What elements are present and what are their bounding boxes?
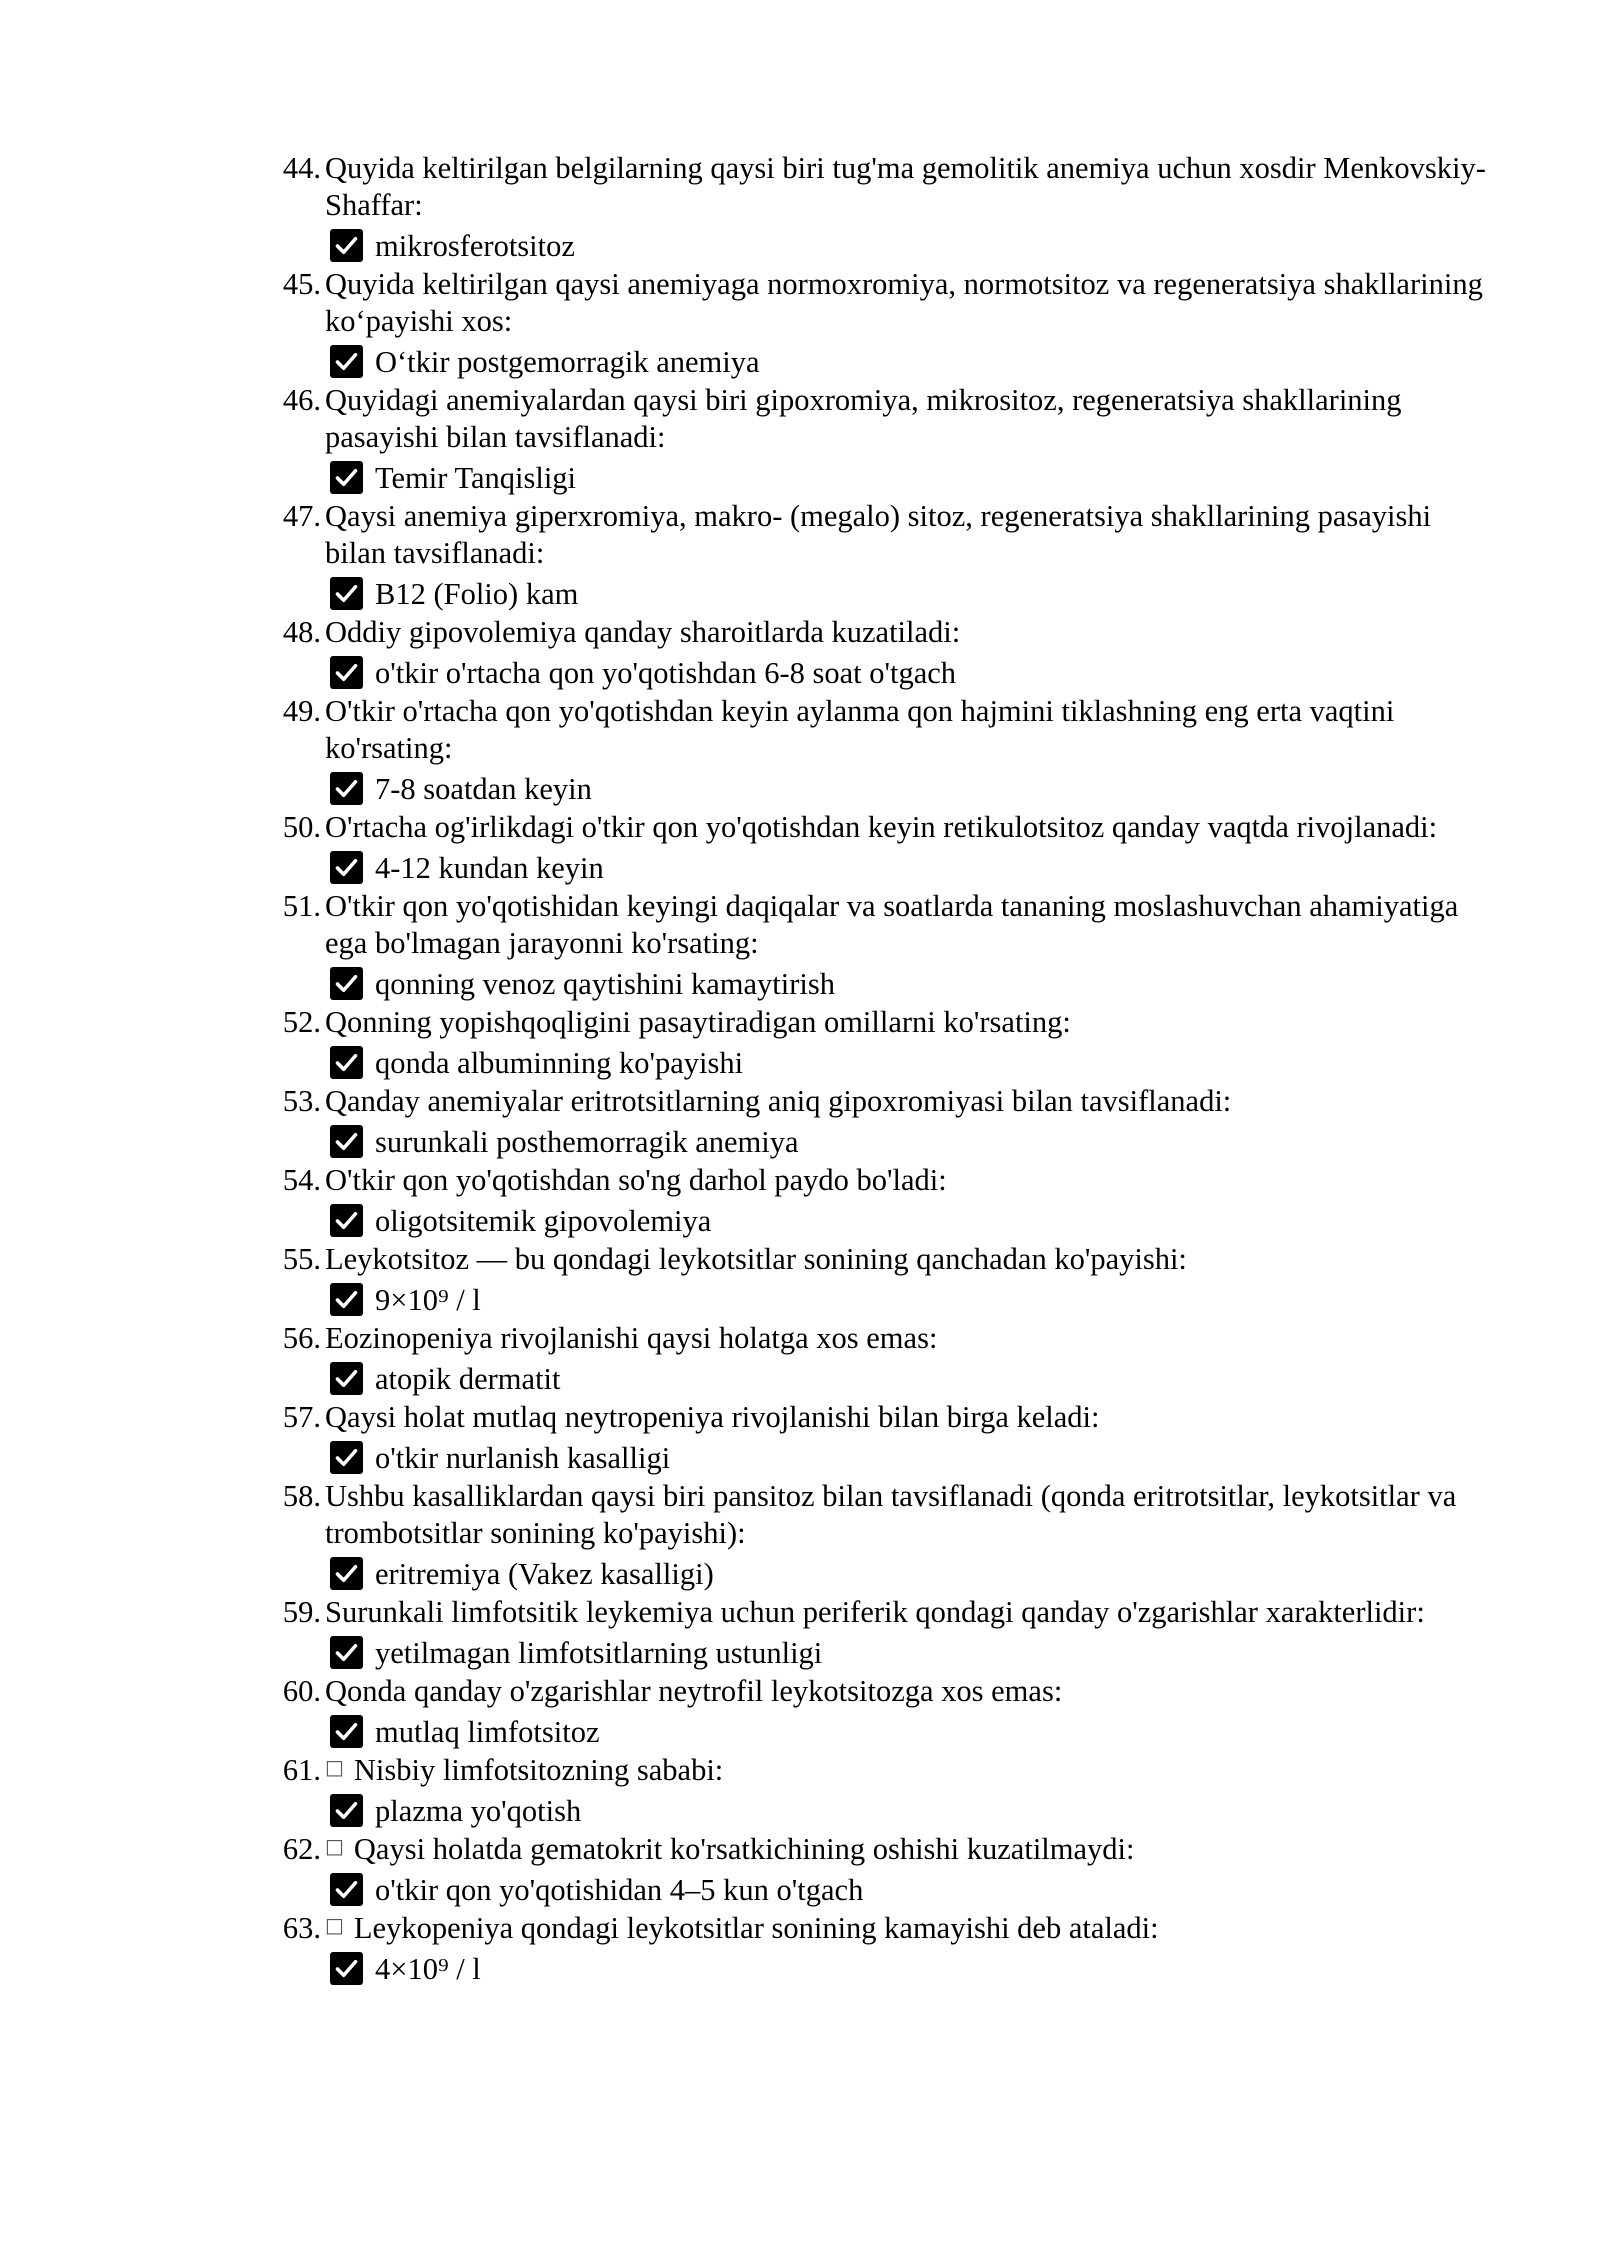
question-text: Qaysi holatda gematokrit ko'rsatkichining oshishi kuzatilmaydi:	[353, 1832, 1135, 1866]
answer-row	[0, 1436, 1600, 1478]
question-text: Eozinopeniya rivojlanishi qaysi holatga xos emas:	[325, 1321, 938, 1355]
answer-row	[0, 1947, 1600, 1989]
question-number: 58.	[282, 1479, 321, 1513]
question-header	[0, 693, 1600, 767]
answer-row	[0, 1278, 1600, 1320]
question-header	[0, 1831, 1600, 1868]
question-header	[0, 809, 1600, 846]
question-item	[0, 150, 1600, 266]
checkmark-icon	[333, 1955, 360, 1982]
checkbox-checked-icon	[330, 1952, 363, 1985]
question-header	[0, 1673, 1600, 1710]
checkmark-icon	[333, 1207, 360, 1234]
question-item	[0, 888, 1600, 1004]
question-number: 46.	[282, 383, 321, 417]
question-item	[0, 1320, 1600, 1399]
answer-text: 4-12 kundan keyin	[375, 850, 604, 885]
question-number: 51.	[282, 889, 321, 923]
question-list	[0, 150, 1600, 1989]
answer-text: o'tkir o'rtacha qon yo'qotishdan 6-8 soat o'tgach	[375, 655, 957, 690]
checkbox-checked-icon	[330, 1715, 363, 1748]
question-number: 47.	[282, 499, 321, 533]
question-number: 60.	[282, 1674, 321, 1708]
checkmark-icon	[333, 1718, 360, 1745]
question-item	[0, 382, 1600, 498]
question-text: Oddiy gipovolemiya qanday sharoitlarda kuzatiladi:	[325, 615, 961, 649]
question-item	[0, 1083, 1600, 1162]
answer-row	[0, 1357, 1600, 1399]
empty-box-glyph-icon: □	[325, 1913, 344, 1937]
question-header	[0, 1594, 1600, 1631]
checkmark-icon	[333, 580, 360, 607]
answer-row	[0, 767, 1600, 809]
question-header	[0, 1478, 1600, 1552]
question-number: 62.	[282, 1832, 321, 1866]
checkmark-icon	[333, 1128, 360, 1155]
answer-text: surunkali posthemorragik anemiya	[375, 1124, 799, 1159]
answer-text: qonda albuminning ko'payishi	[375, 1045, 744, 1080]
question-text: Quyidagi anemiyalardan qaysi biri gipoxromiya, mikrositoz, regeneratsiya shakllarining pasayishi bilan tavsiflanadi:	[325, 383, 1402, 454]
question-text: Leykopeniya qondagi leykotsitlar sonining kamayishi deb ataladi:	[353, 1911, 1159, 1945]
checkbox-checked-icon	[330, 1362, 363, 1395]
checkbox-checked-icon	[330, 461, 363, 494]
answer-row	[0, 1120, 1600, 1162]
checkbox-checked-icon	[330, 1794, 363, 1827]
question-number: 59.	[282, 1595, 321, 1629]
question-text: Quyida keltirilgan qaysi anemiyaga normoxromiya, normotsitoz va regeneratsiya shakllarining ko‘payishi xos:	[325, 267, 1483, 338]
checkmark-icon	[333, 1444, 360, 1471]
question-item	[0, 1241, 1600, 1320]
question-item	[0, 1478, 1600, 1594]
question-text: Qonning yopishqoqligini pasaytiradigan omillarni ko'rsating:	[325, 1005, 1071, 1039]
question-text: Qaysi anemiya giperxromiya, makro- (megalo) sitoz, regeneratsiya shakllarining pasayishi bilan tavsiflanadi:	[325, 499, 1432, 570]
checkbox-checked-icon	[330, 1283, 363, 1316]
question-header	[0, 498, 1600, 572]
checkbox-checked-icon	[330, 1125, 363, 1158]
answer-text: O‘tkir postgemorragik anemiya	[375, 344, 760, 379]
answer-text: o'tkir nurlanish kasalligi	[375, 1440, 671, 1475]
checkbox-checked-icon	[330, 1557, 363, 1590]
question-item	[0, 266, 1600, 382]
question-header	[0, 1162, 1600, 1199]
checkmark-icon	[333, 232, 360, 259]
checkbox-checked-icon	[330, 1441, 363, 1474]
question-header	[0, 1910, 1600, 1947]
checkbox-checked-icon	[330, 229, 363, 262]
question-header	[0, 614, 1600, 651]
answer-text: eritremiya (Vakez kasalligi)	[375, 1556, 714, 1591]
checkmark-icon	[333, 970, 360, 997]
question-number: 55.	[282, 1242, 321, 1276]
checkbox-checked-icon	[330, 772, 363, 805]
answer-row	[0, 572, 1600, 614]
checkmark-icon	[333, 1876, 360, 1903]
question-item	[0, 1752, 1600, 1831]
question-text: O'tkir qon yo'qotishidan keyingi daqiqalar va soatlarda tananing moslashuvchan ahamiyatiga ega bo'lmagan jarayonni ko'rsating:	[325, 889, 1459, 960]
checkmark-icon	[333, 775, 360, 802]
question-header	[0, 1320, 1600, 1357]
answer-text: oligotsitemik gipovolemiya	[375, 1203, 712, 1238]
question-text: Ushbu kasalliklardan qaysi biri pansitoz bilan tavsiflanadi (qonda eritrotsitlar, leykotsitlar va trombotsitlar sonining ko'payishi):	[325, 1479, 1457, 1550]
answer-row	[0, 962, 1600, 1004]
question-text: O'tkir qon yo'qotishdan so'ng darhol paydo bo'ladi:	[325, 1163, 947, 1197]
answer-text: qonning venoz qaytishini kamaytirish	[375, 966, 835, 1001]
answer-text: 7-8 soatdan keyin	[375, 771, 592, 806]
question-number: 56.	[282, 1321, 321, 1355]
question-number: 50.	[282, 810, 321, 844]
question-item	[0, 1910, 1600, 1989]
checkbox-checked-icon	[330, 656, 363, 689]
checkmark-icon	[333, 659, 360, 686]
question-number: 57.	[282, 1400, 321, 1434]
answer-row	[0, 456, 1600, 498]
question-header	[0, 1752, 1600, 1789]
question-text: Leykotsitoz — bu qondagi leykotsitlar sonining qanchadan ko'payishi:	[325, 1242, 1187, 1276]
question-text: Qonda qanday o'zgarishlar neytrofil leykotsitozga xos emas:	[325, 1674, 1063, 1708]
question-item	[0, 1673, 1600, 1752]
question-header	[0, 1004, 1600, 1041]
answer-row	[0, 1789, 1600, 1831]
checkmark-icon	[333, 348, 360, 375]
question-header	[0, 1399, 1600, 1436]
empty-box-glyph-icon: □	[325, 1755, 344, 1779]
checkmark-icon	[333, 1639, 360, 1666]
answer-text: Temir Tanqisligi	[375, 460, 577, 495]
question-header	[0, 266, 1600, 340]
question-number: 44.	[282, 151, 321, 185]
answer-row	[0, 1710, 1600, 1752]
checkmark-icon	[333, 1049, 360, 1076]
answer-row	[0, 340, 1600, 382]
question-number: 52.	[282, 1005, 321, 1039]
question-item	[0, 693, 1600, 809]
question-number: 54.	[282, 1163, 321, 1197]
question-header	[0, 1241, 1600, 1278]
question-header	[0, 382, 1600, 456]
answer-text: o'tkir qon yo'qotishidan 4–5 kun o'tgach	[375, 1872, 864, 1907]
question-number: 49.	[282, 694, 321, 728]
checkmark-icon	[333, 1560, 360, 1587]
checkbox-checked-icon	[330, 1873, 363, 1906]
answer-text: B12 (Folio) kam	[375, 576, 579, 611]
answer-text: mikrosferotsitoz	[375, 228, 575, 263]
answer-row	[0, 651, 1600, 693]
answer-text: 9×10⁹ / l	[375, 1282, 481, 1317]
checkbox-checked-icon	[330, 1636, 363, 1669]
checkbox-checked-icon	[330, 1204, 363, 1237]
question-item	[0, 1831, 1600, 1910]
question-text: Quyida keltirilgan belgilarning qaysi biri tug'ma gemolitik anemiya uchun xosdir Menkovskiy-Shaffar:	[325, 151, 1486, 222]
checkbox-checked-icon	[330, 1046, 363, 1079]
question-number: 61.	[282, 1753, 321, 1787]
answer-text: plazma yo'qotish	[375, 1793, 582, 1828]
answer-text: mutlaq limfotsitoz	[375, 1714, 600, 1749]
question-number: 45.	[282, 267, 321, 301]
question-text: O'tkir o'rtacha qon yo'qotishdan keyin aylanma qon hajmini tiklashning eng erta vaqtini ko'rsating:	[325, 694, 1395, 765]
checkbox-checked-icon	[330, 577, 363, 610]
question-text: Surunkali limfotsitik leykemiya uchun periferik qondagi qanday o'zgarishlar xarakterlidir:	[325, 1595, 1425, 1629]
question-header	[0, 1083, 1600, 1120]
question-item	[0, 1004, 1600, 1083]
empty-box-glyph-icon: □	[325, 1834, 344, 1858]
checkmark-icon	[333, 854, 360, 881]
question-header	[0, 888, 1600, 962]
answer-text: 4×10⁹ / l	[375, 1951, 481, 1986]
answer-text: atopik dermatit	[375, 1361, 561, 1396]
question-item	[0, 809, 1600, 888]
answer-row	[0, 1041, 1600, 1083]
checkbox-checked-icon	[330, 851, 363, 884]
question-text: Nisbiy limfotsitozning sababi:	[353, 1753, 724, 1787]
checkmark-icon	[333, 1797, 360, 1824]
answer-row	[0, 224, 1600, 266]
question-item	[0, 1162, 1600, 1241]
answer-row	[0, 1199, 1600, 1241]
checkmark-icon	[333, 464, 360, 491]
checkmark-icon	[333, 1286, 360, 1313]
question-text: Qaysi holat mutlaq neytropeniya rivojlanishi bilan birga keladi:	[325, 1400, 1100, 1434]
answer-row	[0, 1868, 1600, 1910]
question-number: 63.	[282, 1911, 321, 1945]
question-text: O'rtacha og'irlikdagi o'tkir qon yo'qotishdan keyin retikulotsitoz qanday vaqtda rivojlanadi:	[325, 810, 1438, 844]
question-number: 48.	[282, 615, 321, 649]
question-item	[0, 498, 1600, 614]
checkbox-checked-icon	[330, 345, 363, 378]
question-number: 53.	[282, 1084, 321, 1118]
checkbox-checked-icon	[330, 967, 363, 1000]
question-item	[0, 614, 1600, 693]
answer-row	[0, 846, 1600, 888]
question-item	[0, 1399, 1600, 1478]
checkmark-icon	[333, 1365, 360, 1392]
answer-row	[0, 1552, 1600, 1594]
question-item	[0, 1594, 1600, 1673]
question-text: Qanday anemiyalar eritrotsitlarning aniq gipoxromiyasi bilan tavsiflanadi:	[325, 1084, 1232, 1118]
question-header	[0, 150, 1600, 224]
answer-text: yetilmagan limfotsitlarning ustunligi	[375, 1635, 823, 1670]
answer-row	[0, 1631, 1600, 1673]
